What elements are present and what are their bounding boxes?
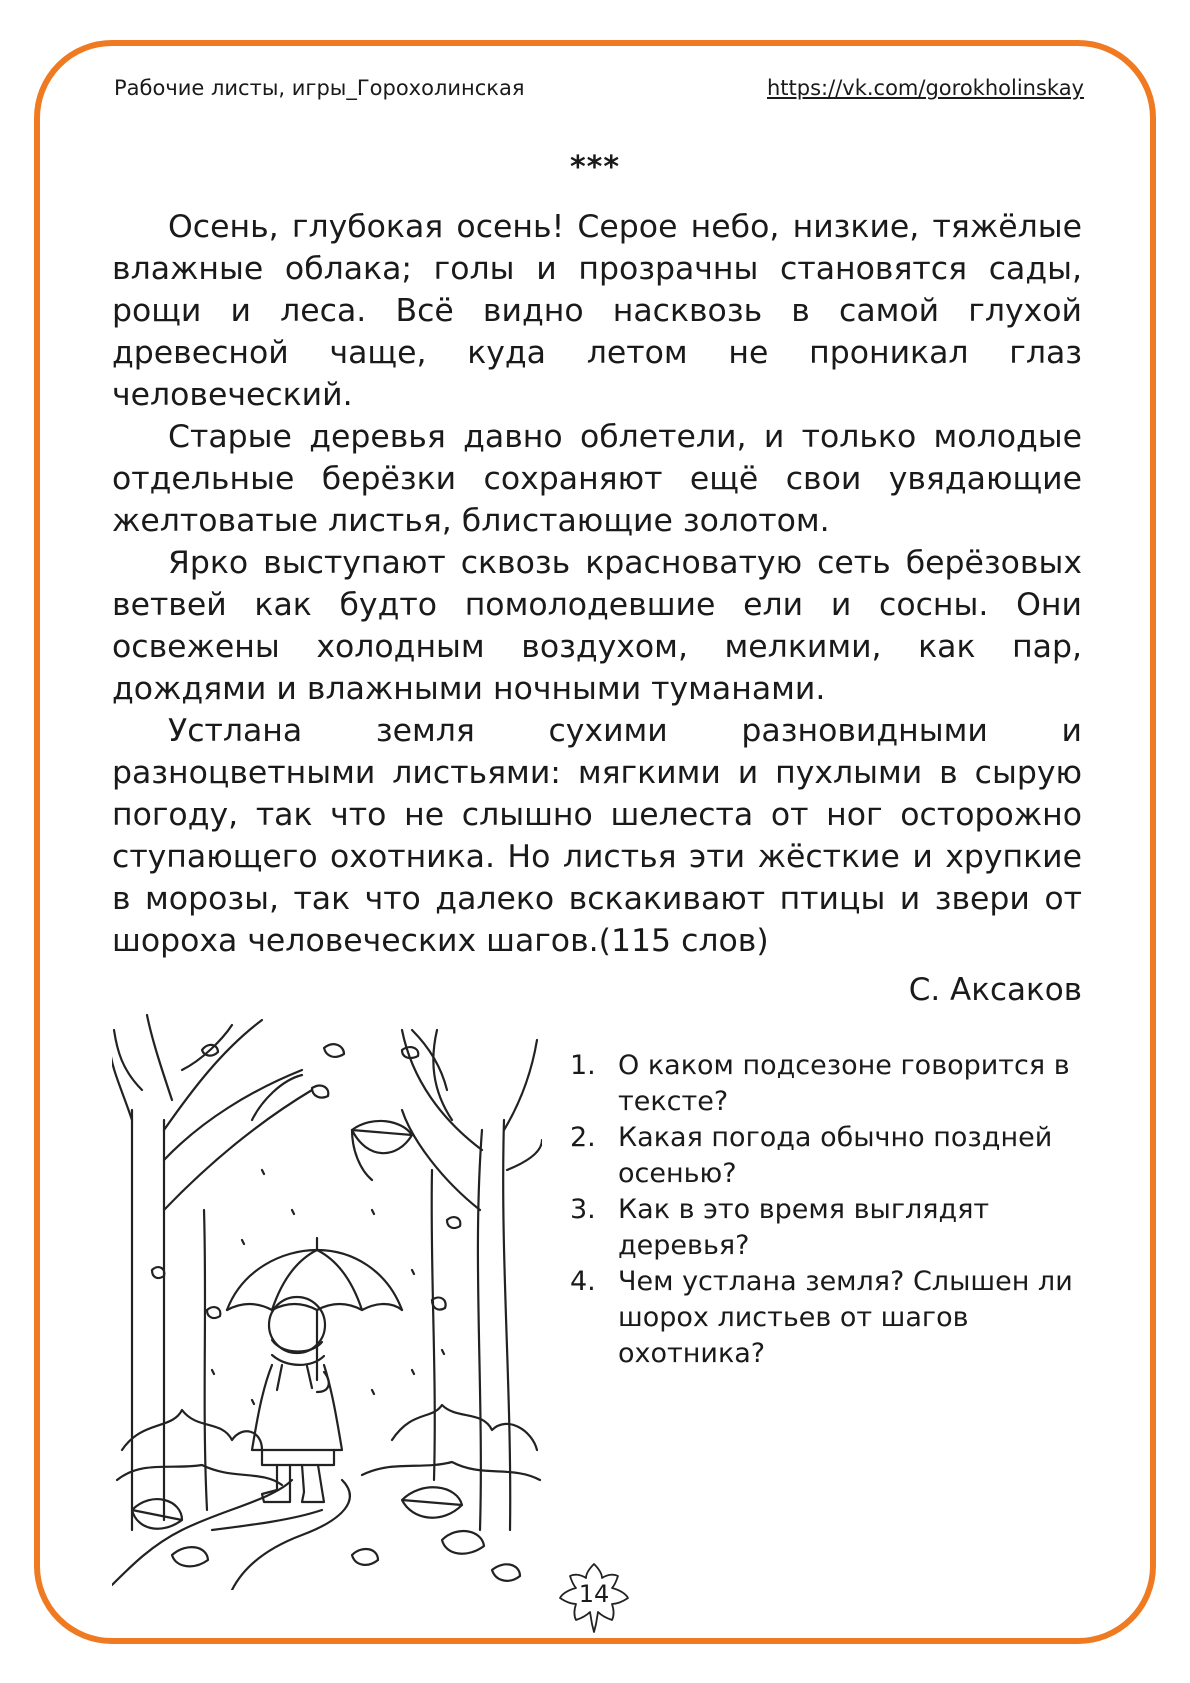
question-number: 2. bbox=[570, 1122, 596, 1153]
question-item bbox=[566, 1192, 1086, 1264]
question-item bbox=[566, 1048, 1086, 1120]
question-text: Какая погода обычно поздней осенью? bbox=[618, 1122, 1053, 1189]
story-text bbox=[112, 206, 1082, 962]
question-number: 4. bbox=[570, 1266, 596, 1297]
author-name: С. Аксаков bbox=[908, 972, 1082, 1008]
paragraph-1: Осень, глубокая осень! Серое небо, низкие, тяжёлые влажные облака; голы и прозрачны становятся сады, рощи и леса. Всё видно насквозь в самой глухой древесной чаще, куда летом не проникал глаз человеческий. bbox=[112, 209, 1082, 413]
questions-list bbox=[566, 1048, 1086, 1372]
page-number: 14 bbox=[578, 1580, 610, 1608]
header-link[interactable]: https://vk.com/gorokholinskay bbox=[767, 76, 1084, 100]
paragraph-4: Устлана земля сухими разновидными и разноцветными листьями: мягкими и пухлыми в сырую погоду, так что не слышно шелеста от ног осторожно ступающего охотника. Но листья эти жёсткие и хрупкие в морозы, так что далеко вскакивают птицы и звери от шороха человеческих шагов.(115 слов) bbox=[112, 713, 1082, 959]
paragraph-3: Ярко выступают сквозь красноватую сеть берёзовых ветвей как будто помолодевшие ели и сосны. Они освежены холодным воздухом, мелкими, как пар, дождями и влажными ночными туманами. bbox=[112, 545, 1082, 707]
question-text: Чем устлана земля? Слышен ли шорох листьев от шагов охотника? bbox=[618, 1266, 1073, 1369]
autumn-forest-illustration bbox=[112, 1010, 542, 1590]
section-separator: *** bbox=[569, 150, 621, 185]
header-title: Рабочие листы, игры_Горохолинская bbox=[114, 76, 525, 100]
question-number: 3. bbox=[570, 1194, 596, 1225]
paragraph-2: Старые деревья давно облетели, и только молодые отдельные берёзки сохраняют ещё свои увядающие желтоватые листья, блистающие золотом. bbox=[112, 419, 1082, 539]
page-number-leaf bbox=[556, 1560, 632, 1636]
question-item bbox=[566, 1264, 1086, 1372]
question-item bbox=[566, 1120, 1086, 1192]
question-text: О каком подсезоне говорится в тексте? bbox=[618, 1050, 1070, 1117]
question-text: Как в это время выглядят деревья? bbox=[618, 1194, 990, 1261]
question-number: 1. bbox=[570, 1050, 596, 1081]
